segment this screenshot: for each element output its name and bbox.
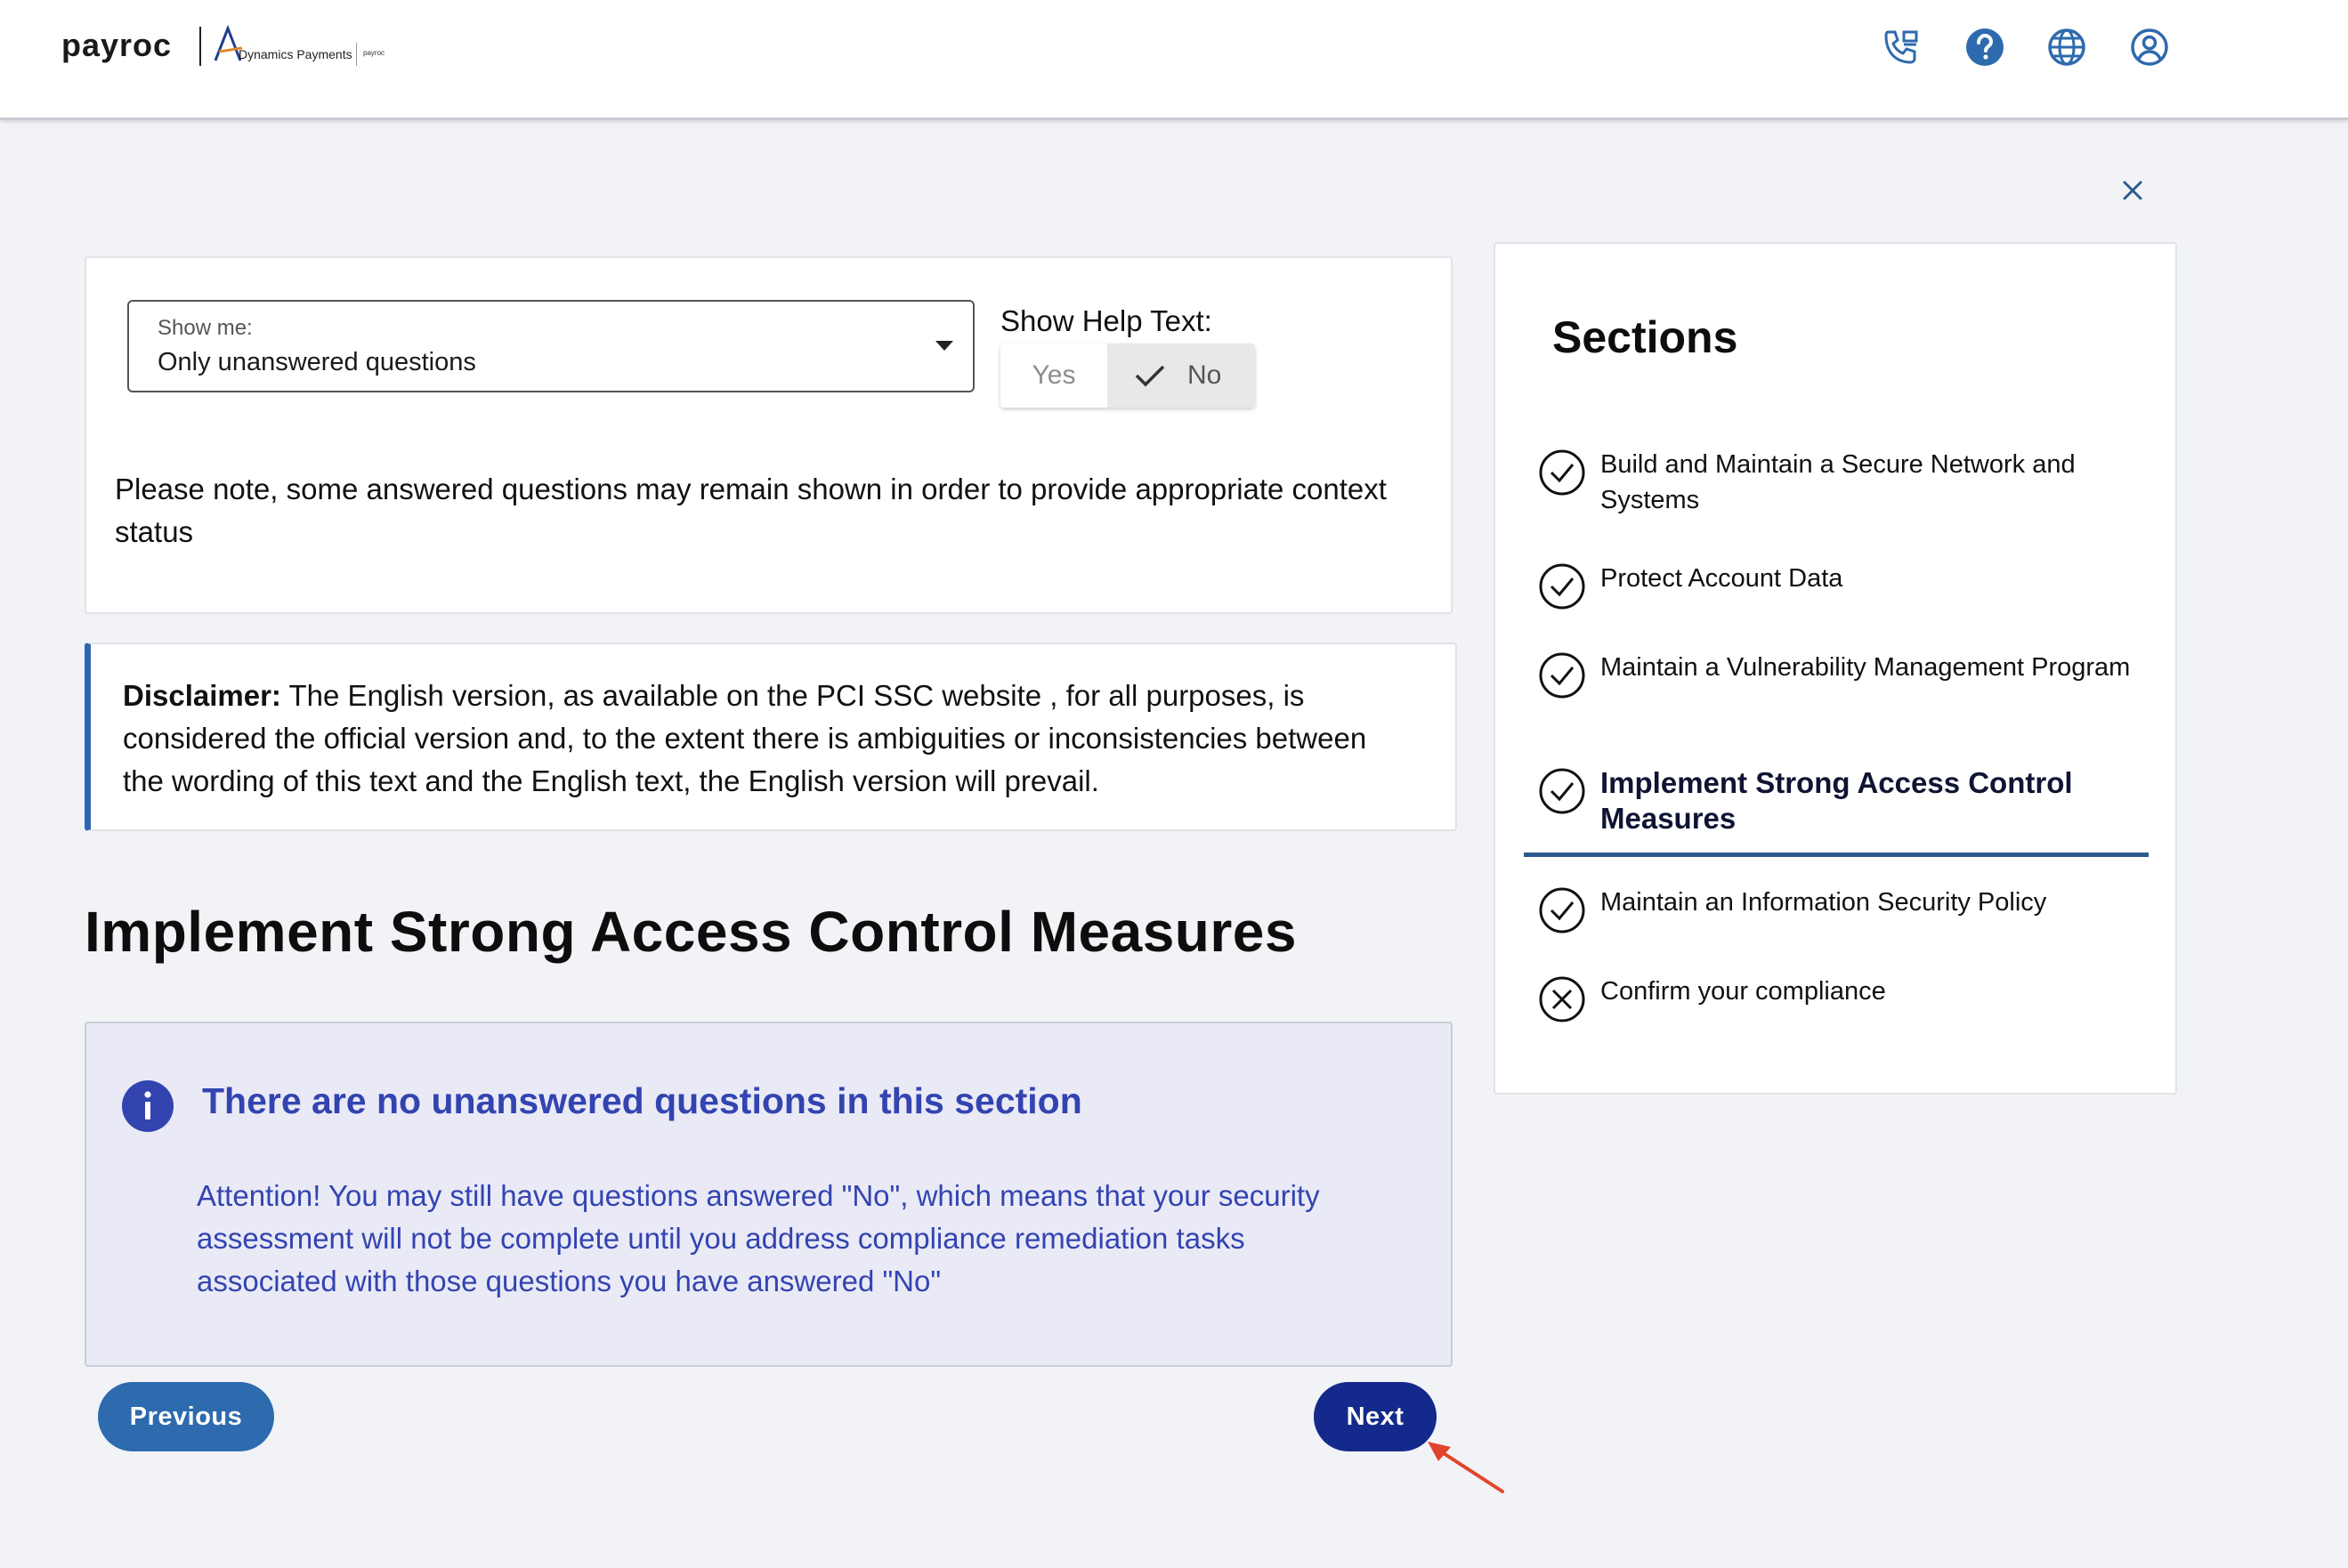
next-button[interactable]: Next — [1314, 1382, 1437, 1451]
filter-note: Please note, some answered questions may remain shown in order to provide appropriate context status — [115, 473, 1387, 548]
x-circle-icon — [1538, 975, 1586, 1023]
disclaimer-panel — [85, 643, 1457, 831]
disclaimer-text — [123, 675, 1405, 803]
show-me-label: Show me: — [158, 316, 253, 340]
sections-panel — [1494, 242, 2177, 1095]
check-circle-icon — [1538, 886, 1586, 934]
partner-brand-text: Dynamics Payments — [239, 47, 352, 61]
help-icon[interactable] — [1964, 27, 2005, 68]
active-section-indicator — [1524, 853, 2149, 857]
payroc-logo[interactable]: payroc — [61, 27, 173, 63]
info-heading: There are no unanswered questions in this section — [202, 1080, 1082, 1121]
check-circle-icon — [1538, 449, 1586, 497]
phone-support-icon[interactable] — [1881, 27, 1922, 68]
check-circle-icon — [1538, 562, 1586, 610]
help-text-no-button[interactable] — [1107, 344, 1255, 408]
check-circle-icon — [1538, 767, 1586, 815]
section-item-label: Protect Account Data — [1600, 564, 1843, 593]
section-item-label: Maintain an Information Security Policy — [1600, 888, 2047, 917]
show-me-value: Only unanswered questions — [158, 348, 476, 376]
top-bar — [0, 0, 2348, 120]
info-icon — [120, 1079, 175, 1134]
partner-divider — [356, 43, 357, 66]
caret-down-icon — [935, 341, 953, 351]
help-text-yes-button[interactable]: Yes — [1000, 344, 1107, 408]
close-icon[interactable] — [2120, 178, 2145, 203]
section-title: Implement Strong Access Control Measures — [85, 900, 1297, 964]
disclaimer-body: The English version, as available on the PCI SSC website , for all purposes, is considered the official version and, to the extent there is ambiguities or inconsistencies between the wording of this text and the English text, the English version will prevail. — [123, 679, 1367, 797]
annotation-arrow-icon — [1424, 1436, 1504, 1495]
previous-button[interactable]: Previous — [98, 1382, 274, 1451]
section-item-label: Implement Strong Access Control Measures — [1600, 766, 2073, 835]
check-circle-icon — [1538, 651, 1586, 699]
dynamics-payments-logo — [212, 25, 399, 69]
filter-panel — [85, 256, 1453, 614]
check-icon — [1134, 363, 1166, 388]
no-unanswered-info-box — [85, 1022, 1453, 1367]
help-text-no-label: No — [1187, 360, 1222, 390]
sections-title: Sections — [1552, 312, 1738, 362]
globe-icon[interactable] — [2046, 27, 2087, 68]
partner-brand-small: payroc — [363, 49, 385, 57]
disclaimer-label: Disclaimer: — [123, 679, 281, 712]
help-text-toggle — [1000, 344, 1255, 408]
account-icon[interactable] — [2129, 27, 2170, 68]
help-text-label: Show Help Text: — [1000, 304, 1212, 337]
info-body: Attention! You may still have questions answered "No", which means that your security assessment will not be complete until you address compliance remediation tasks associated with those questions you have answered "No" — [197, 1179, 1320, 1297]
section-item-label: Build and Maintain a Secure Network and Systems — [1600, 450, 2076, 514]
show-me-select[interactable] — [127, 300, 975, 392]
section-item-label: Confirm your compliance — [1600, 977, 1886, 1006]
logo-divider — [199, 27, 201, 66]
section-item-label: Maintain a Vulnerability Management Program — [1600, 653, 2131, 682]
